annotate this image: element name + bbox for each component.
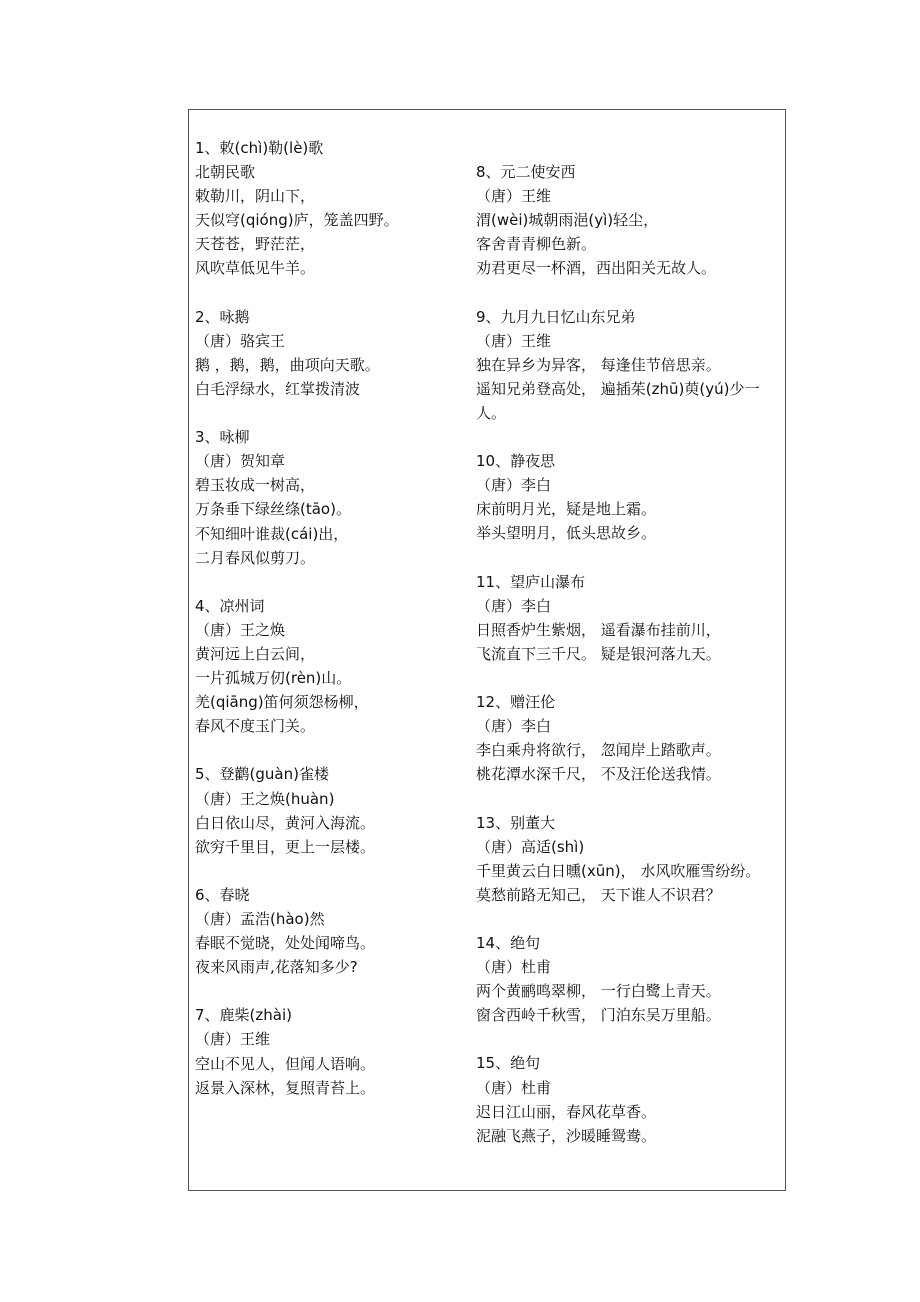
poem-line: 独在异乡为异客， 每逢佳节倍思亲。 [476, 355, 721, 374]
poem-block [476, 449, 784, 545]
poem-line: 风吹草低见牛羊。 [195, 259, 316, 278]
poem-line: 碧玉妆成一树高， [195, 476, 316, 495]
poem-block [476, 811, 784, 907]
right-column [476, 160, 784, 1172]
poem-title: 15、绝句 [476, 1054, 541, 1073]
poem-title: 13、别董大 [476, 813, 556, 832]
poem-author: （唐）王之焕(huàn) [195, 789, 335, 808]
poem-line: 白日依山尽，黄河入海流。 [195, 813, 376, 832]
poem-author: （唐）孟浩(hào)然 [195, 910, 325, 928]
poem-title: 11、望庐山瀑布 [476, 572, 586, 591]
poem-title: 9、九月九日忆山东兄弟 [476, 307, 636, 326]
poem-author: （唐）高适(shì) [476, 837, 585, 856]
poem-block [195, 762, 473, 858]
poem-title: 12、赠汪伦 [476, 693, 556, 712]
poem-line: 万条垂下绿丝绦(tāo)。 [195, 500, 351, 519]
poem-block [476, 1051, 784, 1147]
poem-author: （唐）王维 [476, 331, 552, 350]
poem-block [476, 690, 784, 786]
poem-line: 泥融飞燕子，沙暖睡鸳鸯。 [476, 1126, 657, 1145]
poem-line: 遥知兄弟登高处， 遍插茱(zhū)萸(yú)少一人。 [476, 379, 760, 422]
poem-block [195, 594, 473, 739]
page-frame [188, 109, 786, 1191]
poem-author: （唐）王之焕 [195, 620, 286, 639]
poem-title: 14、绝句 [476, 934, 541, 952]
poem-title: 6、春晓 [195, 885, 250, 904]
poem-title: 5、登鹳(guàn)雀楼 [195, 765, 329, 784]
poem-line: 举头望明月，低头思故乡。 [476, 524, 657, 543]
poem-line: 天似穹(qióng)庐，笼盖四野。 [195, 211, 399, 230]
poem-line: 渭(wèi)城朝雨浥(yì)轻尘， [476, 211, 659, 230]
poem-title: 8、元二使安西 [476, 163, 576, 181]
poem-block [476, 570, 784, 666]
poem-author: 北朝民歌 [195, 163, 256, 182]
poem-line: 日照香炉生紫烟， 遥看瀑布挂前川， [476, 620, 721, 639]
poem-author: （唐）李白 [476, 476, 552, 495]
poem-block [476, 160, 784, 280]
poem-line: 欲穷千里目，更上一层楼。 [195, 837, 376, 856]
poem-line: 窗含西岭千秋雪， 门泊东吴万里船。 [476, 1006, 721, 1025]
poem-line: 李白乘舟将欲行， 忽闻岸上踏歌声。 [476, 741, 721, 760]
poem-block [195, 136, 473, 281]
poem-line: 劝君更尽一杯酒，西出阳关无故人。 [476, 259, 717, 278]
poem-title: 7、鹿柴(zhài) [195, 1006, 292, 1025]
poem-author: （唐）贺知章 [195, 452, 286, 471]
poem-author: （唐）李白 [476, 717, 552, 736]
poem-title: 4、凉州词 [195, 596, 265, 615]
poem-line: 不知细叶谁裁(cái)出， [195, 524, 349, 543]
poem-author: （唐）杜甫 [476, 958, 552, 977]
poem-title: 1、敕(chì)勒(lè)歌 [195, 139, 324, 157]
poem-block [195, 883, 473, 979]
poem-line: 返景入深林，复照青苔上。 [195, 1078, 376, 1097]
poem-line: 二月春风似剪刀。 [195, 548, 316, 567]
poem-line: 春风不度玉门关。 [195, 717, 316, 736]
poem-title: 2、咏鹅 [195, 307, 250, 326]
poem-author: （唐）杜甫 [476, 1078, 552, 1097]
left-column [195, 136, 473, 1124]
poem-block [195, 305, 473, 401]
poem-block [195, 1003, 473, 1099]
poem-author: （唐）骆宾王 [195, 331, 286, 350]
poem-line: 空山不见人，但闻人语响。 [195, 1054, 376, 1073]
poem-block [195, 425, 473, 570]
poem-line: 黄河远上白云间， [195, 644, 316, 663]
poem-line: 敕勒川，阴山下， [195, 187, 316, 206]
poem-line: 春眠不觉晓，处处闻啼鸟。 [195, 934, 376, 953]
poem-title: 3、咏柳 [195, 428, 250, 447]
poem-block [476, 305, 784, 425]
poem-line: 天苍苍，野茫茫， [195, 235, 316, 254]
poem-line: 莫愁前路无知己， 天下谁人不识君？ [476, 885, 721, 904]
poem-author: （唐）王维 [476, 187, 552, 206]
poem-line: 白毛浮绿水，红掌拨清波 [195, 379, 361, 398]
poem-line: 夜来风雨声,花落知多少? [195, 958, 358, 977]
poem-title: 10、静夜思 [476, 452, 556, 471]
poem-line: 两个黄鹂鸣翠柳， 一行白鹭上青天。 [476, 982, 721, 1001]
poem-line: 鹅 ，鹅，鹅，曲项向天歌。 [195, 355, 380, 374]
poem-author: （唐）王维 [195, 1030, 271, 1049]
poem-line: 桃花潭水深千尺， 不及汪伦送我情。 [476, 765, 721, 784]
poem-line: 迟日江山丽，春风花草香。 [476, 1102, 657, 1121]
poem-author: （唐）李白 [476, 596, 552, 615]
poem-line: 千里黄云白日曛(xūn)， 水风吹雁雪纷纷。 [476, 861, 761, 880]
poem-block [476, 931, 784, 1027]
poem-line: 床前明月光，疑是地上霜。 [476, 500, 657, 519]
poem-line: 客舍青青柳色新。 [476, 235, 597, 254]
poem-line: 羌(qiāng)笛何须怨杨柳， [195, 693, 369, 712]
poem-line: 飞流直下三千尺。 疑是银河落九天。 [476, 644, 721, 663]
poem-line: 一片孤城万仞(rèn)山。 [195, 669, 352, 688]
